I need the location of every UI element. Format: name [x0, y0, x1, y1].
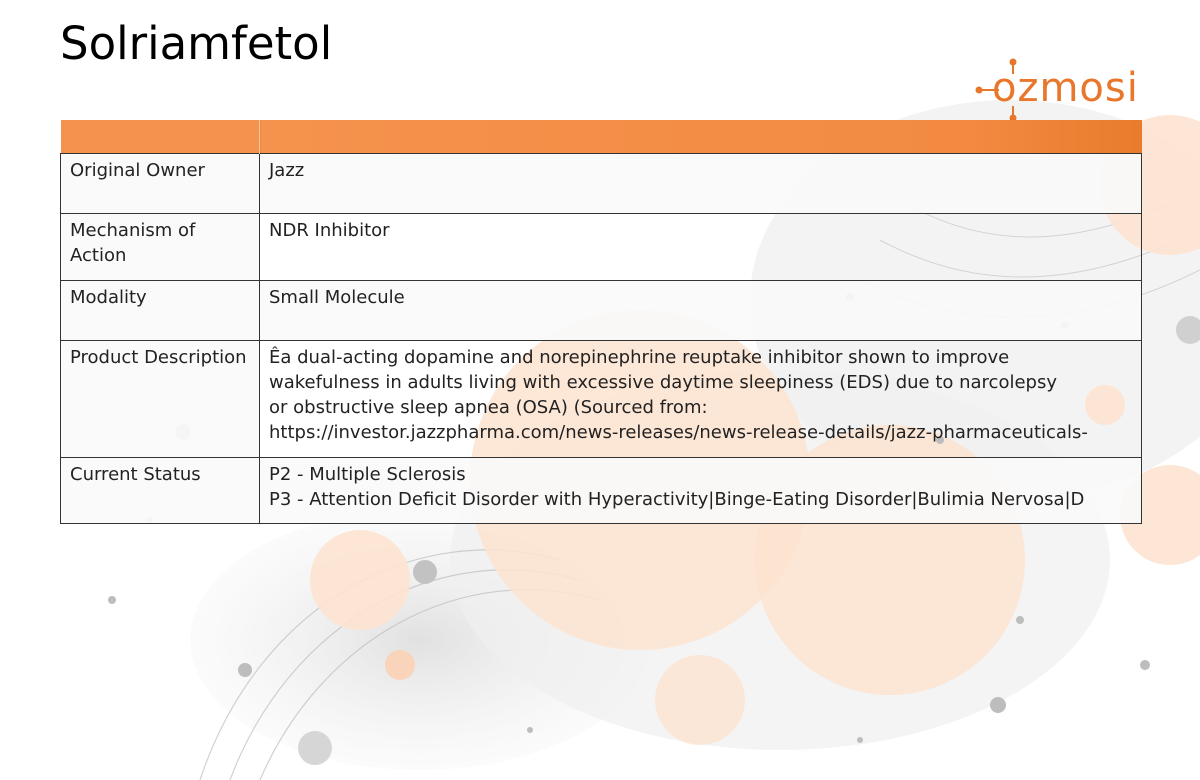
value-line: NDR Inhibitor: [269, 220, 390, 241]
page-title: Solriamfetol: [60, 17, 333, 70]
logo-text: ozmosi: [992, 65, 1139, 111]
table-row: [61, 458, 1142, 524]
table-header-cell: [260, 120, 1142, 154]
value-line: Small Molecule: [269, 287, 405, 308]
row-label: Product Description: [61, 341, 260, 458]
table-header-cell: [61, 120, 260, 154]
row-value: [260, 458, 1142, 524]
row-value: [260, 281, 1142, 341]
row-value: [260, 154, 1142, 214]
value-line: P3 - Attention Deficit Disorder with Hyperactivity|Binge-Eating Disorder|Bulimia Nervosa|D: [269, 489, 1085, 510]
info-table: [60, 120, 1142, 524]
value-line: or obstructive sleep apnea (OSA) (Sourced from:: [269, 397, 708, 418]
row-value: [260, 341, 1142, 458]
row-label: Original Owner: [61, 154, 260, 214]
value-line: Jazz: [269, 160, 305, 181]
row-label: Mechanism of Action: [61, 214, 260, 281]
value-line: wakefulness in adults living with excessive daytime sleepiness (EDS) due to narcolepsy: [269, 372, 1058, 393]
row-label: Current Status: [61, 458, 260, 524]
row-label: Modality: [61, 281, 260, 341]
value-line: P2 - Multiple Sclerosis: [269, 464, 466, 485]
table-row: [61, 281, 1142, 341]
value-line: Êa dual-acting dopamine and norepinephrine reuptake inhibitor shown to improve: [269, 347, 1010, 368]
table-header-row: [61, 120, 1142, 154]
ozmosi-logo: [975, 56, 1145, 126]
table-row: [61, 341, 1142, 458]
value-line[interactable]: https://investor.jazzpharma.com/news-releases/news-release-details/jazz-pharmaceuticals-: [269, 422, 1088, 443]
table-row: [61, 154, 1142, 214]
table-row: [61, 214, 1142, 281]
row-value: [260, 214, 1142, 281]
